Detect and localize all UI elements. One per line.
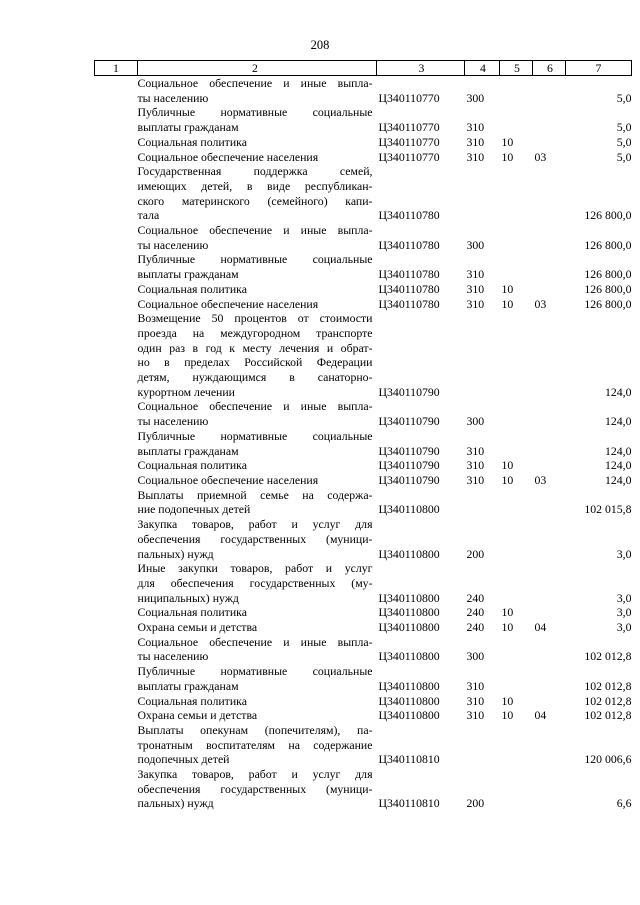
row-name-line: ского материнского (семейного) капи- — [137, 193, 373, 208]
row-subsection-cell — [533, 311, 566, 399]
row-name-line: Социальное обеспечение и иные выпла- — [137, 76, 373, 90]
row-name-line: пальных) нужд — [137, 796, 214, 811]
row-code-cell: Ц340110800 — [378, 546, 440, 561]
table-row — [95, 105, 632, 134]
row-amount-cell: 3,0 — [616, 620, 632, 635]
row-amount-cell: 102 012,8 — [584, 678, 632, 693]
table-row — [95, 76, 632, 106]
table-header-row — [95, 61, 632, 76]
table-row — [95, 311, 632, 399]
row-section-cell — [500, 223, 533, 252]
row-amount-cell: 124,0 — [604, 384, 632, 399]
row-name-line: ниципальных) нужд — [137, 590, 239, 605]
row-name-cell — [138, 164, 377, 223]
row-section-cell — [500, 399, 533, 428]
row-expense-type-cell: 310 — [466, 458, 485, 473]
row-name-line: Социальная политика — [137, 458, 247, 473]
row-subsection-cell — [533, 723, 566, 767]
table-row — [95, 694, 632, 709]
row-code-cell: Ц340110800 — [378, 649, 440, 664]
row-amount-cell: 5,0 — [616, 120, 632, 135]
row-empty-cell — [95, 635, 138, 664]
row-name-cell — [138, 708, 377, 723]
row-amount-cell: 126 800,0 — [584, 267, 632, 282]
table-row — [95, 635, 632, 664]
row-name-line: выплаты гражданам — [137, 267, 239, 282]
row-code-cell: Ц340110780 — [378, 267, 440, 282]
row-section-cell — [500, 252, 533, 281]
row-subsection-cell — [533, 488, 566, 517]
row-name-line: Публичные нормативные социальные — [137, 252, 373, 267]
row-name-cell — [138, 723, 377, 767]
row-amount-cell: 126 800,0 — [584, 296, 632, 311]
header-col-5: 5 — [500, 61, 533, 76]
row-name-line: один раз в год к месту лечения и обрат- — [137, 340, 373, 355]
row-amount-cell: 102 012,8 — [584, 649, 632, 664]
row-name-cell — [138, 135, 377, 150]
table-row — [95, 282, 632, 297]
row-name-line: Социальное обеспечение населения — [137, 472, 319, 487]
row-name-cell — [138, 458, 377, 473]
row-name-line: обеспечения государственных (муници- — [137, 531, 373, 546]
row-empty-cell — [95, 105, 138, 134]
row-section-cell: 10 — [501, 458, 514, 473]
row-expense-type-cell — [465, 311, 500, 399]
row-code-cell: Ц340110800 — [378, 605, 440, 620]
row-code-cell: Ц340110790 — [378, 414, 440, 429]
row-subsection-cell: 03 — [534, 296, 547, 311]
row-name-cell — [138, 605, 377, 620]
row-empty-cell — [95, 605, 138, 620]
table-row — [95, 517, 632, 561]
row-name-line: Охрана семьи и детства — [137, 708, 258, 723]
row-section-cell: 10 — [501, 693, 514, 708]
row-name-cell — [138, 429, 377, 458]
row-expense-type-cell: 240 — [466, 590, 485, 605]
row-expense-type-cell: 310 — [466, 296, 485, 311]
row-name-cell — [138, 767, 377, 811]
row-name-line: Публичные нормативные социальные — [137, 105, 373, 120]
header-col-4: 4 — [465, 61, 500, 76]
row-name-line: выплаты гражданам — [137, 443, 239, 458]
row-name-line: Социальная политика — [137, 134, 247, 149]
row-expense-type-cell: 310 — [466, 267, 485, 282]
row-amount-cell: 3,0 — [616, 546, 632, 561]
table-row — [95, 605, 632, 620]
header-col-3: 3 — [377, 61, 465, 76]
row-name-line: детям, нуждающимся в санаторно- — [137, 370, 373, 385]
row-code-cell: Ц340110780 — [378, 237, 440, 252]
row-amount-cell: 3,0 — [616, 590, 632, 605]
row-name-line: курортном лечении — [137, 384, 235, 399]
row-empty-cell — [95, 517, 138, 561]
row-subsection-cell: 03 — [534, 472, 547, 487]
row-expense-type-cell: 310 — [466, 149, 485, 164]
row-section-cell — [500, 664, 533, 693]
row-name-line: подопечных детей — [137, 752, 230, 767]
row-name-cell — [138, 517, 377, 561]
row-expense-type-cell: 300 — [466, 90, 485, 105]
row-expense-type-cell: 200 — [466, 546, 485, 561]
row-name-cell — [138, 488, 377, 517]
row-name-line: Социальное обеспечение и иные выпла- — [137, 399, 373, 414]
row-name-line: для обеспечения государственных (му- — [137, 575, 373, 590]
row-expense-type-cell: 310 — [466, 120, 485, 135]
table-row — [95, 488, 632, 517]
row-section-cell: 10 — [501, 472, 514, 487]
row-expense-type-cell: 310 — [466, 708, 485, 723]
row-name-line: обеспечения государственных (муници- — [137, 781, 373, 796]
table-row — [95, 252, 632, 281]
row-expense-type-cell: 310 — [466, 281, 485, 296]
row-amount-cell: 124,0 — [604, 443, 632, 458]
row-code-cell: Ц340110770 — [378, 120, 440, 135]
row-code-cell: Ц340110790 — [378, 458, 440, 473]
row-code-cell: Ц340110800 — [378, 502, 440, 517]
row-empty-cell — [95, 620, 138, 635]
row-subsection-cell: 04 — [534, 708, 547, 723]
row-code-cell: Ц340110790 — [378, 384, 440, 399]
row-amount-cell: 124,0 — [604, 472, 632, 487]
row-section-cell — [500, 429, 533, 458]
row-empty-cell — [95, 664, 138, 693]
row-subsection-cell — [533, 664, 566, 693]
row-section-cell: 10 — [501, 296, 514, 311]
row-code-cell: Ц340110810 — [378, 796, 440, 811]
row-section-cell — [500, 723, 533, 767]
row-section-cell: 10 — [501, 605, 514, 620]
row-subsection-cell: 03 — [534, 149, 547, 164]
table-row — [95, 767, 632, 811]
row-name-cell — [138, 664, 377, 693]
row-amount-cell: 3,0 — [616, 605, 632, 620]
row-name-line: Социальная политика — [137, 693, 247, 708]
row-subsection-cell — [533, 76, 566, 106]
row-expense-type-cell: 240 — [466, 605, 485, 620]
header-col-7: 7 — [566, 61, 632, 76]
row-subsection-cell — [533, 429, 566, 458]
table-row — [95, 473, 632, 488]
row-subsection-cell — [533, 605, 566, 620]
table-row — [95, 135, 632, 150]
row-amount-cell: 124,0 — [604, 414, 632, 429]
row-name-cell — [138, 252, 377, 281]
table-row — [95, 561, 632, 605]
row-section-cell — [500, 767, 533, 811]
row-subsection-cell — [533, 635, 566, 664]
row-name-cell — [138, 620, 377, 635]
row-name-line: пальных) нужд — [137, 546, 214, 561]
row-code-cell: Ц340110770 — [378, 149, 440, 164]
row-name-line: выплаты гражданам — [137, 120, 239, 135]
row-amount-cell: 126 800,0 — [584, 208, 632, 223]
row-amount-cell: 126 800,0 — [584, 281, 632, 296]
row-name-line: Выплаты опекунам (попечителям), па- — [137, 722, 373, 737]
row-name-cell — [138, 105, 377, 134]
row-section-cell — [500, 488, 533, 517]
row-empty-cell — [95, 473, 138, 488]
row-code-cell: Ц340110780 — [378, 296, 440, 311]
row-name-line: Закупка товаров, работ и услуг для — [137, 767, 373, 782]
row-subsection-cell — [533, 561, 566, 605]
header-col-1: 1 — [95, 61, 138, 76]
row-section-cell: 10 — [501, 620, 514, 635]
table-row — [95, 164, 632, 223]
row-section-cell — [500, 561, 533, 605]
row-name-cell — [138, 223, 377, 252]
row-empty-cell — [95, 150, 138, 165]
row-name-cell — [138, 399, 377, 428]
row-section-cell — [500, 517, 533, 561]
row-name-line: Возмещение 50 процентов от стоимости — [137, 311, 373, 326]
row-name-line: Социальное обеспечение населения — [137, 296, 319, 311]
row-name-cell — [138, 561, 377, 605]
row-name-line: Иные закупки товаров, работ и услуг — [137, 561, 373, 576]
row-name-line: ты населению — [137, 90, 209, 105]
row-amount-cell: 5,0 — [616, 149, 632, 164]
row-name-line: Выплаты приемной семье на содержа- — [137, 487, 373, 502]
row-code-cell: Ц340110800 — [378, 708, 440, 723]
row-expense-type-cell: 300 — [466, 414, 485, 429]
row-section-cell — [500, 105, 533, 134]
row-name-cell — [138, 473, 377, 488]
header-col-6: 6 — [533, 61, 566, 76]
row-name-line: ты населению — [137, 649, 209, 664]
budget-table — [94, 60, 632, 811]
row-name-line: Социальное обеспечение и иные выпла- — [137, 634, 373, 649]
row-amount-cell: 102 015,8 — [584, 502, 632, 517]
row-empty-cell — [95, 399, 138, 428]
row-name-cell — [138, 635, 377, 664]
row-code-cell: Ц340110800 — [378, 678, 440, 693]
table-row — [95, 297, 632, 312]
row-empty-cell — [95, 708, 138, 723]
row-expense-type-cell: 310 — [466, 443, 485, 458]
row-subsection-cell — [533, 252, 566, 281]
row-name-line: ты населению — [137, 237, 209, 252]
row-code-cell: Ц340110780 — [378, 281, 440, 296]
row-name-cell — [138, 297, 377, 312]
row-subsection-cell — [533, 164, 566, 223]
row-subsection-cell: 04 — [534, 620, 547, 635]
row-name-line: ты населению — [137, 414, 209, 429]
row-section-cell: 10 — [501, 281, 514, 296]
row-amount-cell: 126 800,0 — [584, 237, 632, 252]
row-empty-cell — [95, 164, 138, 223]
table-row — [95, 708, 632, 723]
row-amount-cell: 5,0 — [616, 90, 632, 105]
row-name-cell — [138, 150, 377, 165]
row-name-line: ние подопечных детей — [137, 502, 251, 517]
row-name-line: тала — [137, 208, 160, 223]
page-number: 208 — [310, 38, 330, 52]
row-empty-cell — [95, 429, 138, 458]
row-empty-cell — [95, 76, 138, 106]
row-subsection-cell — [533, 105, 566, 134]
row-subsection-cell — [533, 694, 566, 709]
table-body — [95, 61, 632, 812]
row-code-cell: Ц340110800 — [378, 620, 440, 635]
row-section-cell — [500, 635, 533, 664]
row-amount-cell: 102 012,8 — [584, 693, 632, 708]
row-code-cell: Ц340110790 — [378, 472, 440, 487]
row-name-line: Социальное обеспечение населения — [137, 149, 319, 164]
row-name-cell — [138, 282, 377, 297]
row-subsection-cell — [533, 223, 566, 252]
row-amount-cell: 102 012,8 — [584, 708, 632, 723]
row-empty-cell — [95, 723, 138, 767]
row-expense-type-cell: 240 — [466, 620, 485, 635]
row-name-line: но в пределах Российской Федерации — [137, 355, 373, 370]
row-section-cell — [500, 311, 533, 399]
row-empty-cell — [95, 252, 138, 281]
row-expense-type-cell — [465, 164, 500, 223]
row-empty-cell — [95, 488, 138, 517]
row-name-cell — [138, 311, 377, 399]
row-name-line: Закупка товаров, работ и услуг для — [137, 517, 373, 532]
row-section-cell — [500, 164, 533, 223]
row-expense-type-cell: 310 — [466, 693, 485, 708]
row-code-cell: Ц340110770 — [378, 134, 440, 149]
table-row — [95, 620, 632, 635]
row-subsection-cell — [533, 399, 566, 428]
row-name-line: тронатным воспитателям на содержание — [137, 737, 373, 752]
table-row — [95, 458, 632, 473]
row-empty-cell — [95, 694, 138, 709]
row-amount-cell: 120 006,6 — [584, 752, 632, 767]
table-row — [95, 723, 632, 767]
row-name-line: проезда на междугородном транспорте — [137, 325, 373, 340]
row-empty-cell — [95, 767, 138, 811]
row-empty-cell — [95, 282, 138, 297]
row-expense-type-cell: 300 — [466, 649, 485, 664]
row-subsection-cell — [533, 517, 566, 561]
row-name-line: Государственная поддержка семей, — [137, 164, 373, 179]
row-empty-cell — [95, 135, 138, 150]
row-empty-cell — [95, 311, 138, 399]
row-code-cell: Ц340110800 — [378, 693, 440, 708]
row-name-line: Социальное обеспечение и иные выпла- — [137, 223, 373, 238]
row-amount-cell: 124,0 — [604, 458, 632, 473]
row-section-cell: 10 — [501, 708, 514, 723]
row-section-cell: 10 — [501, 149, 514, 164]
row-code-cell: Ц340110810 — [378, 752, 440, 767]
row-name-line: Публичные нормативные социальные — [137, 428, 373, 443]
row-expense-type-cell — [465, 723, 500, 767]
row-expense-type-cell: 310 — [466, 472, 485, 487]
row-subsection-cell — [533, 458, 566, 473]
table-row — [95, 664, 632, 693]
row-section-cell — [500, 76, 533, 106]
row-code-cell: Ц340110800 — [378, 590, 440, 605]
row-name-line: Охрана семьи и детства — [137, 620, 258, 635]
row-subsection-cell — [533, 767, 566, 811]
row-empty-cell — [95, 458, 138, 473]
row-name-line: Публичные нормативные социальные — [137, 664, 373, 679]
row-amount-cell: 5,0 — [616, 134, 632, 149]
row-code-cell: Ц340110790 — [378, 443, 440, 458]
row-name-line: выплаты гражданам — [137, 678, 239, 693]
row-empty-cell — [95, 561, 138, 605]
row-expense-type-cell — [465, 488, 500, 517]
table-row — [95, 399, 632, 428]
header-col-2: 2 — [138, 61, 377, 76]
row-code-cell: Ц340110780 — [378, 208, 440, 223]
row-empty-cell — [95, 297, 138, 312]
row-code-cell: Ц340110770 — [378, 90, 440, 105]
row-amount-cell: 6,6 — [616, 796, 632, 811]
row-empty-cell — [95, 223, 138, 252]
row-name-line: Социальная политика — [137, 605, 247, 620]
row-name-line: Социальная политика — [137, 281, 247, 296]
row-name-line: имеющих детей, в виде республикан- — [137, 178, 373, 193]
row-expense-type-cell: 300 — [466, 237, 485, 252]
row-expense-type-cell: 200 — [466, 796, 485, 811]
table-row — [95, 150, 632, 165]
row-name-cell — [138, 694, 377, 709]
table-row — [95, 429, 632, 458]
table-row — [95, 223, 632, 252]
row-section-cell: 10 — [501, 134, 514, 149]
row-subsection-cell — [533, 282, 566, 297]
row-subsection-cell — [533, 135, 566, 150]
row-name-cell — [138, 76, 377, 106]
row-expense-type-cell: 310 — [466, 134, 485, 149]
row-expense-type-cell: 310 — [466, 678, 485, 693]
